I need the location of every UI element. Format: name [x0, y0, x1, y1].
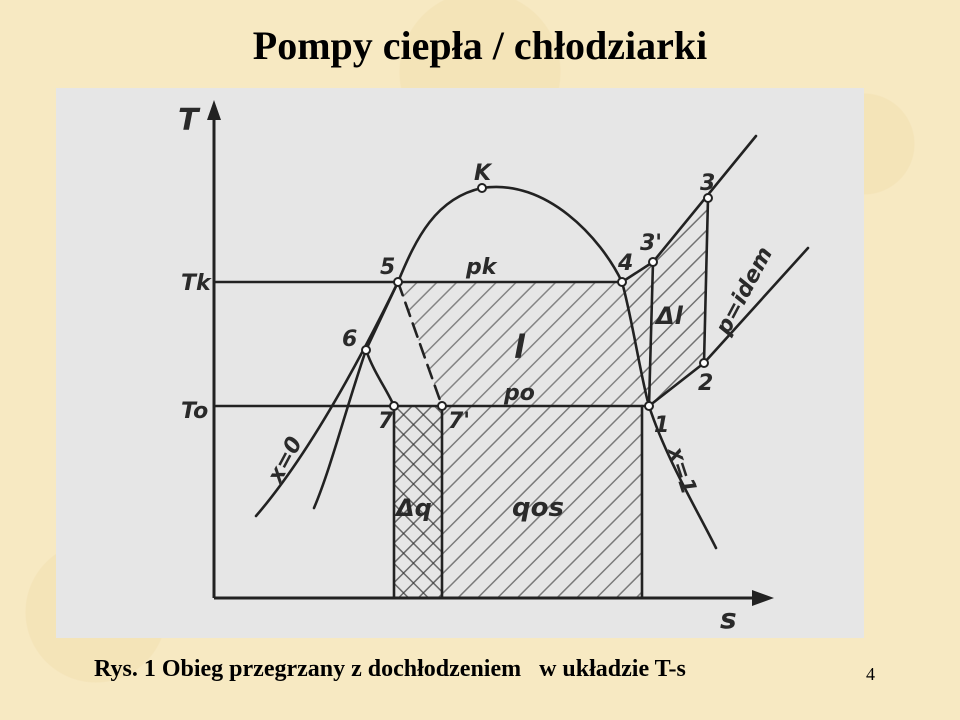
axis-x-label: s [720, 602, 737, 635]
label-3prime: 3' [640, 231, 663, 256]
label-3: 3 [700, 171, 716, 196]
level-To-label: To [181, 399, 209, 424]
figure-caption: Rys. 1 Obieg przegrzany z dochłodzeniem w układzie T-s [94, 656, 686, 682]
slide-title: Pompy ciepła / chłodziarki [252, 23, 708, 68]
area-q-os-label: qos [512, 493, 564, 523]
area-delta-q-label: Δq [396, 494, 432, 522]
isobar-po-label: po [504, 381, 535, 406]
point-2 [700, 359, 708, 367]
area-l-label: l [514, 328, 525, 366]
label-1: 1 [654, 413, 670, 438]
point-3prime [649, 258, 657, 266]
label-K: K [474, 161, 492, 186]
label-2: 2 [698, 371, 714, 396]
x0-line-label: x=0 [263, 432, 308, 487]
point-7prime [438, 402, 446, 410]
isobar-pk-label: pk [466, 255, 497, 280]
ts-diagram-figure [56, 88, 864, 638]
page-number: 4 [866, 664, 875, 684]
isobar-p-idem-label: p=idem [711, 242, 779, 339]
point-4 [618, 278, 626, 286]
ts-diagram [56, 88, 864, 638]
level-Tk-label: Tk [181, 271, 211, 296]
label-6: 6 [342, 327, 358, 352]
label-5: 5 [380, 255, 396, 280]
point-6 [362, 346, 370, 354]
label-7prime: 7' [448, 409, 471, 434]
point-1 [645, 402, 653, 410]
x1-line-label: x=1 [662, 444, 701, 498]
area-delta-l-label: Δl [656, 302, 683, 330]
label-7: 7 [378, 409, 394, 434]
axis-y-label: T [178, 103, 199, 138]
label-4: 4 [618, 251, 634, 276]
